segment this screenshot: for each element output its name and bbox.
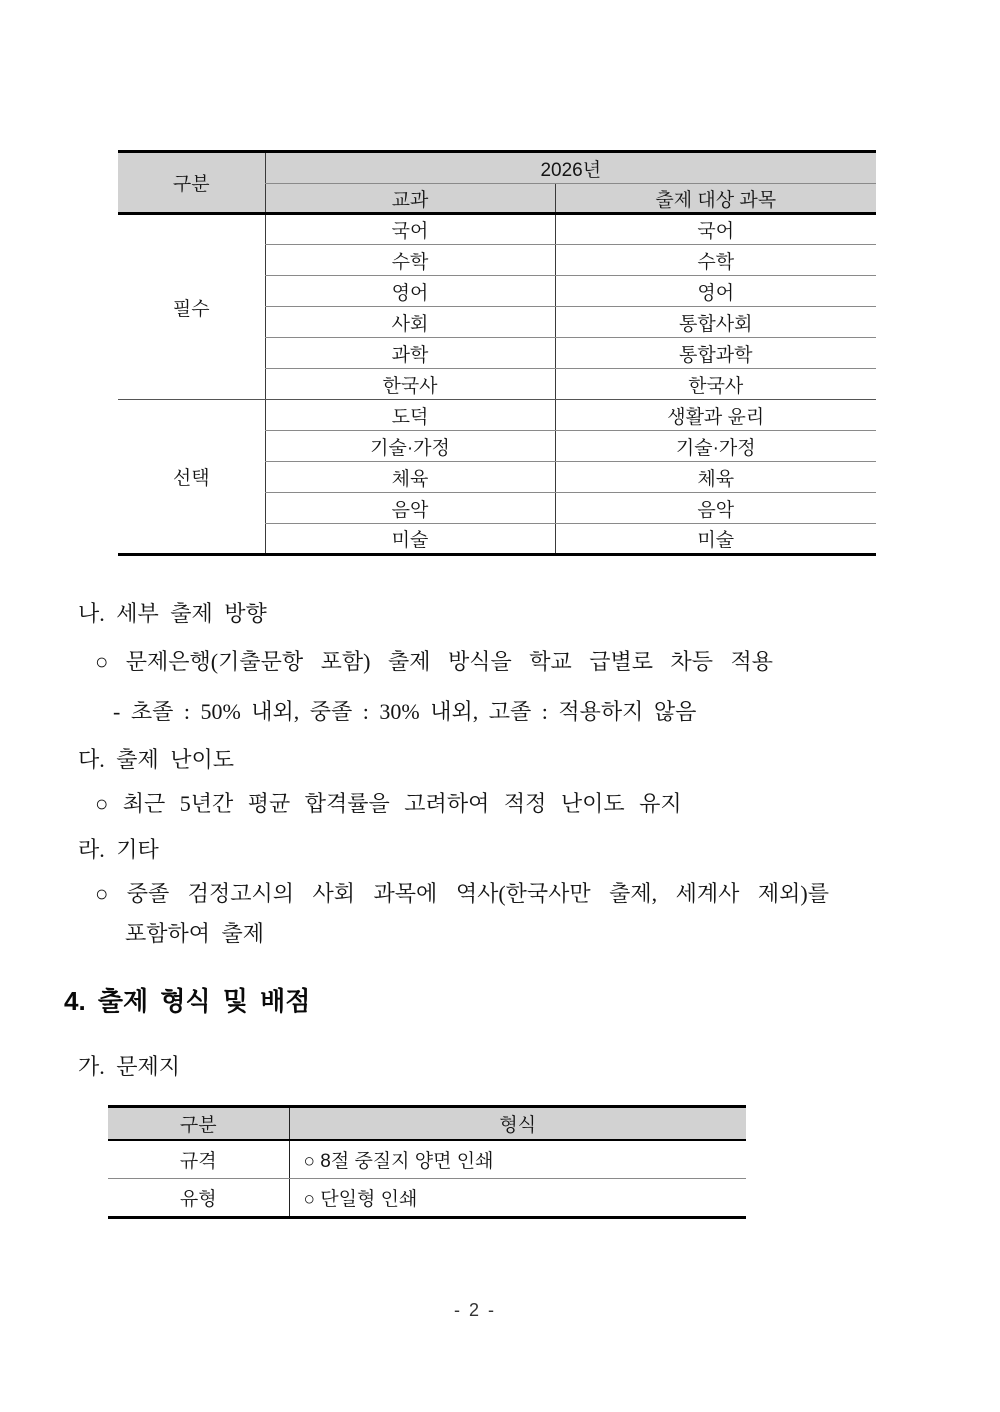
format-table-header-category: 구분 (108, 1107, 289, 1140)
subject-cell: 생활과 윤리 (555, 400, 876, 431)
format-row-label: 규격 (108, 1140, 289, 1179)
subheading-ra: 라. 기타 (78, 837, 159, 862)
area-cell: 미술 (265, 524, 555, 555)
area-cell: 과학 (265, 338, 555, 369)
dash-item-ratios: - 초졸 : 50% 내외, 중졸 : 30% 내외, 고졸 : 적용하지 않음 (113, 699, 697, 724)
subheading-ga: 가. 문제지 (78, 1054, 181, 1079)
table-row (108, 1107, 746, 1140)
table-row (118, 214, 876, 245)
area-cell: 한국사 (265, 369, 555, 400)
table-row (108, 1140, 746, 1179)
subject-table-header-target: 출제 대상 과목 (555, 184, 876, 214)
table-row (118, 400, 876, 431)
subject-table-header-year: 2026년 (265, 152, 876, 184)
format-table-header-format: 형식 (289, 1107, 746, 1140)
subject-table-header-category: 구분 (118, 152, 265, 214)
area-cell: 체육 (265, 462, 555, 493)
area-cell: 영어 (265, 276, 555, 307)
table-row (118, 152, 876, 184)
page-number: - 2 - (453, 1300, 496, 1320)
bullet-item-question-bank: ○ 문제은행(기출문항 포함) 출제 방식을 학교 급별로 차등 적용 (95, 649, 773, 674)
area-cell: 사회 (265, 307, 555, 338)
subject-cell: 음악 (555, 493, 876, 524)
subject-cell: 통합과학 (555, 338, 876, 369)
bullet-item-history-line2: 포함하여 출제 (125, 921, 265, 946)
subject-cell: 국어 (555, 214, 876, 245)
subject-cell: 통합사회 (555, 307, 876, 338)
group-label-required: 필수 (118, 214, 265, 400)
area-cell: 도덕 (265, 400, 555, 431)
subject-table (118, 150, 876, 556)
area-cell: 수학 (265, 245, 555, 276)
subheading-da: 다. 출제 난이도 (78, 747, 235, 772)
subject-cell: 영어 (555, 276, 876, 307)
table-row (108, 1179, 746, 1218)
format-row-label: 유형 (179, 1189, 217, 1210)
subject-table-header-area: 교과 (265, 184, 555, 214)
group-label-elective: 선택 (172, 468, 210, 489)
bullet-item-history-line1: ○ 중졸 검정고시의 사회 과목에 역사(한국사만 출제, 세계사 제외)를 (95, 881, 829, 906)
format-row-value: ○ 8절 중질지 양면 인쇄 (289, 1140, 746, 1179)
format-row-value: ○ 단일형 인쇄 (289, 1179, 746, 1218)
area-cell: 국어 (265, 214, 555, 245)
subject-cell: 기술·가정 (555, 431, 876, 462)
format-table (108, 1105, 746, 1219)
subject-cell: 수학 (555, 245, 876, 276)
section-heading-4: 4. 출제 형식 및 배점 (64, 986, 311, 1016)
subheading-na: 나. 세부 출제 방향 (78, 601, 267, 626)
area-cell: 기술·가정 (265, 431, 555, 462)
subject-cell: 체육 (555, 462, 876, 493)
area-cell: 음악 (265, 493, 555, 524)
subject-cell: 한국사 (555, 369, 876, 400)
subject-cell: 미술 (555, 524, 876, 555)
bullet-item-difficulty: ○ 최근 5년간 평균 합격률을 고려하여 적정 난이도 유지 (95, 791, 682, 816)
